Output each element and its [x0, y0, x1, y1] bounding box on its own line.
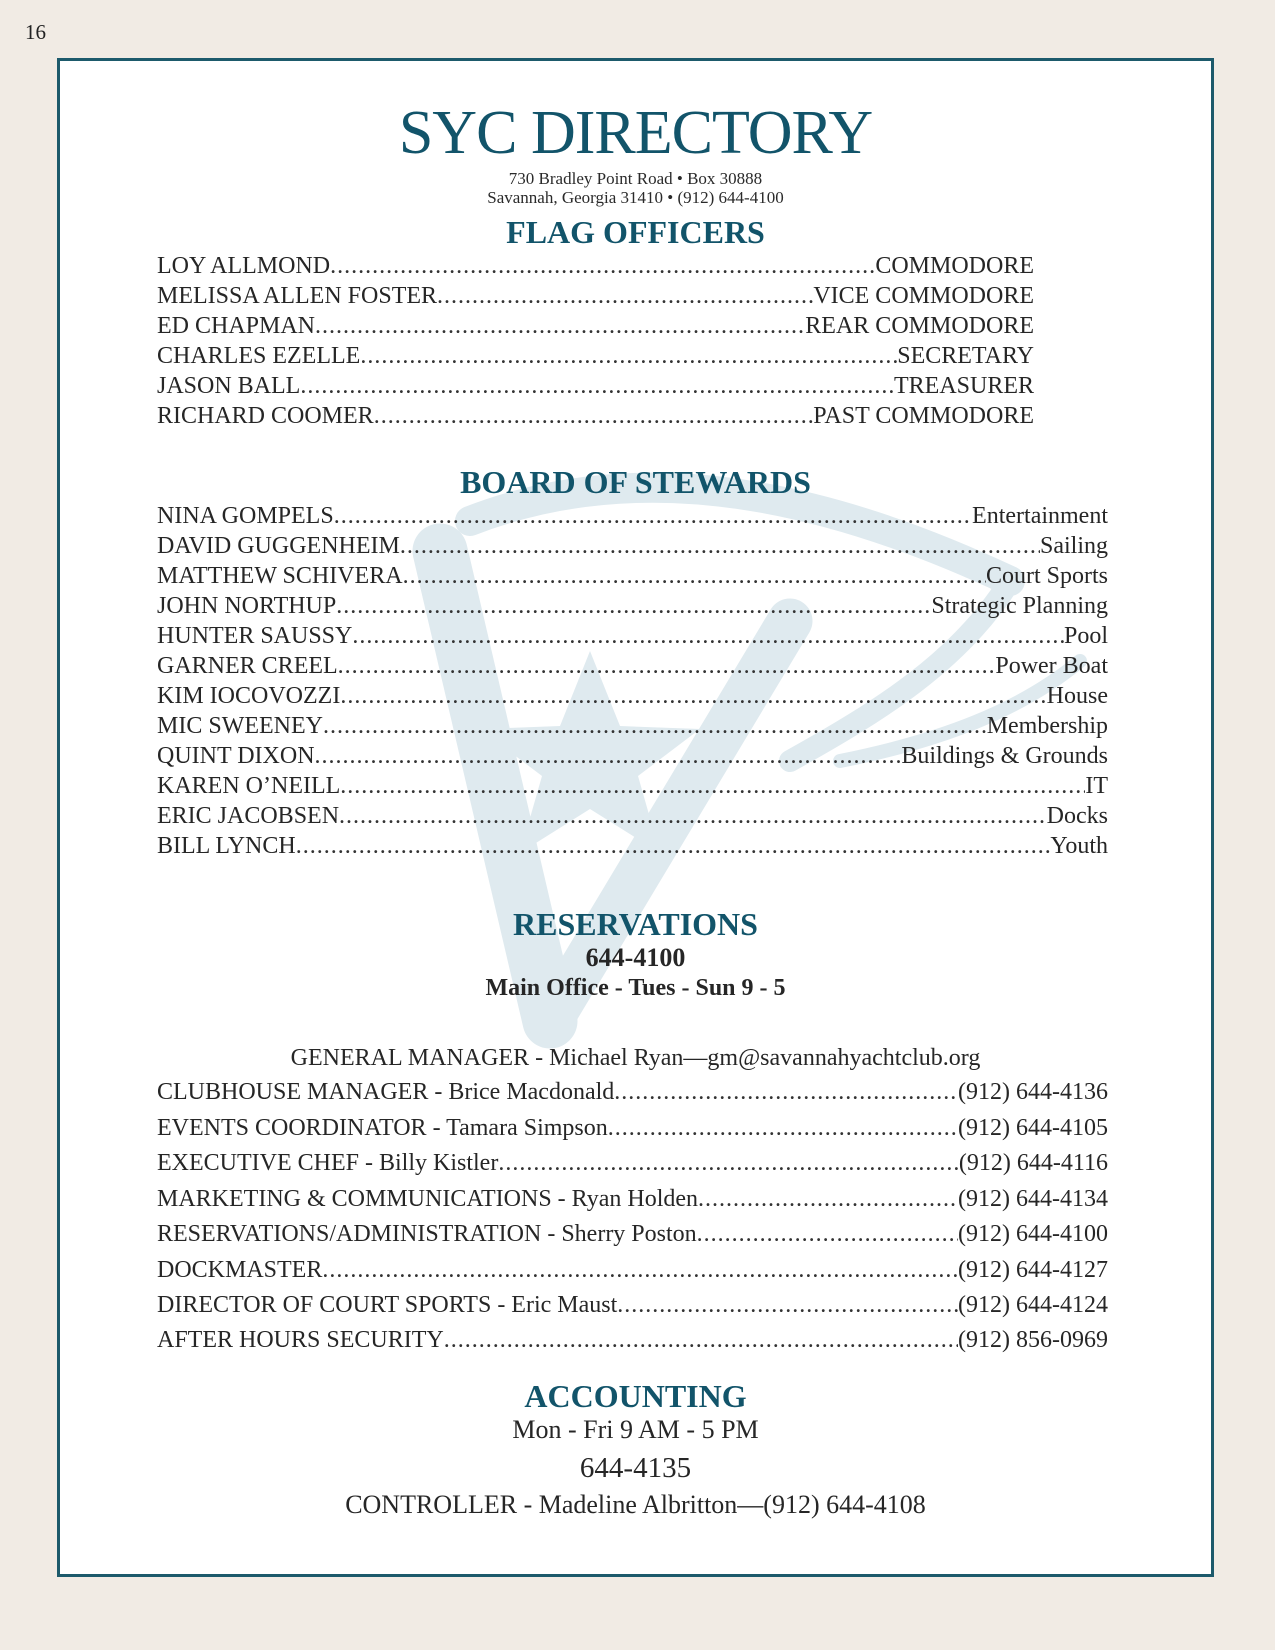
staff-phone: (912) 644-4116: [958, 1150, 1108, 1176]
list-item: [157, 1111, 1108, 1147]
officer-role: COMMODORE: [875, 253, 1034, 279]
list-item: [157, 771, 1108, 801]
officer-role: SECRETARY: [897, 343, 1034, 369]
officer-name: LOY ALLMOND: [157, 253, 331, 279]
steward-name: JOHN NORTHUP: [157, 593, 337, 619]
list-item: [157, 281, 1034, 311]
steward-role: Strategic Planning: [931, 593, 1108, 619]
steward-name: KAREN O’NEILL: [157, 773, 341, 799]
staff-name: RESERVATIONS/ADMINISTRATION - Sherry Poston: [157, 1221, 697, 1247]
directory-frame: [57, 58, 1214, 1577]
list-item: [157, 621, 1108, 651]
accounting-hours: Mon - Fri 9 AM - 5 PM: [512, 1415, 759, 1444]
list-item: [157, 741, 1108, 771]
steward-role: Pool: [1063, 623, 1108, 649]
list-item: [157, 1217, 1108, 1253]
list-item: [157, 591, 1108, 621]
steward-name: ERIC JACOBSEN: [157, 803, 340, 829]
list-item: [157, 1253, 1108, 1289]
board-of-stewards-list: [157, 501, 1108, 861]
steward-name: GARNER CREEL: [157, 653, 338, 679]
list-item: [157, 1182, 1108, 1218]
controller-line: CONTROLLER - Madeline Albritton—(912) 644-4108: [345, 1490, 926, 1519]
reservations-hours: Main Office - Tues - Sun 9 - 5: [485, 975, 786, 1001]
steward-role: Docks: [1046, 803, 1108, 829]
list-item: [157, 561, 1108, 591]
steward-role: Court Sports: [985, 563, 1108, 589]
officer-role: REAR COMMODORE: [805, 313, 1034, 339]
flag-officers-list: [157, 251, 1034, 431]
steward-name: KIM IOCOVOZZI: [157, 683, 341, 709]
list-item: [157, 501, 1108, 531]
list-item: [157, 711, 1108, 741]
officer-name: MELISSA ALLEN FOSTER: [157, 283, 438, 309]
after-hours-list: [157, 1325, 1108, 1355]
staff-list: [157, 1075, 1108, 1324]
accounting-phone: 644-4135: [579, 1452, 692, 1484]
staff-phone: (912) 644-4134: [958, 1185, 1108, 1212]
list-item: [157, 801, 1108, 831]
officer-role: VICE COMMODORE: [813, 283, 1034, 309]
steward-name: MATTHEW SCHIVERA: [157, 563, 403, 589]
staff-phone: (912) 644-4124: [958, 1292, 1108, 1318]
steward-name: BILL LYNCH: [157, 833, 296, 859]
list-item: [157, 401, 1034, 431]
staff-phone: (912) 644-4127: [958, 1256, 1108, 1283]
steward-role: Youth: [1050, 833, 1108, 859]
list-item: [157, 371, 1034, 401]
list-item: [157, 1325, 1108, 1355]
officer-role: TREASURER: [893, 373, 1034, 399]
page-title: SYC DIRECTORY: [398, 99, 873, 167]
address-line-1: 730 Bradley Point Road • Box 30888: [508, 169, 763, 188]
list-item: [157, 251, 1034, 281]
staff-name: CLUBHOUSE MANAGER - Brice Macdonald: [157, 1079, 615, 1105]
list-item: [157, 531, 1108, 561]
steward-role: Entertainment: [972, 503, 1108, 529]
officer-name: CHARLES EZELLE: [157, 343, 361, 369]
club-address: [60, 169, 1211, 207]
list-item: [157, 341, 1034, 371]
staff-phone: (912) 644-4136: [958, 1079, 1108, 1105]
list-item: [157, 1075, 1108, 1111]
steward-role: Power Boat: [995, 653, 1108, 679]
officer-role: PAST COMMODORE: [813, 403, 1034, 429]
reservations-heading: RESERVATIONS: [513, 906, 758, 942]
steward-name: MIC SWEENEY: [157, 713, 323, 739]
after-hours-phone: (912) 856-0969: [958, 1327, 1108, 1353]
page-number: 16: [25, 20, 46, 44]
officer-name: RICHARD COOMER: [157, 403, 374, 429]
steward-role: House: [1046, 683, 1108, 709]
staff-phone: (912) 644-4100: [958, 1221, 1108, 1247]
staff-name: EXECUTIVE CHEF - Billy Kistler: [157, 1150, 499, 1176]
list-item: [157, 831, 1108, 861]
staff-name: DOCKMASTER: [157, 1256, 323, 1283]
staff-name: DIRECTOR OF COURT SPORTS - Eric Maust: [157, 1292, 618, 1318]
steward-role: Sailing: [1039, 533, 1108, 559]
staff-name: EVENTS COORDINATOR - Tamara Simpson: [157, 1114, 608, 1141]
board-of-stewards-heading: BOARD OF STEWARDS: [460, 464, 811, 500]
accounting-heading: ACCOUNTING: [524, 1378, 747, 1414]
steward-name: NINA GOMPELS: [157, 503, 334, 529]
steward-name: HUNTER SAUSSY: [157, 623, 353, 649]
after-hours-name: AFTER HOURS SECURITY: [157, 1327, 444, 1353]
reservations-phone: 644-4100: [585, 943, 686, 972]
staff-phone: (912) 644-4105: [958, 1114, 1108, 1141]
steward-role: IT: [1085, 773, 1108, 799]
list-item: [157, 681, 1108, 711]
address-line-2: Savannah, Georgia 31410 • (912) 644-4100: [487, 188, 784, 207]
list-item: [157, 1146, 1108, 1182]
staff-name: MARKETING & COMMUNICATIONS - Ryan Holden: [157, 1185, 699, 1212]
list-item: [157, 651, 1108, 681]
list-item: [157, 1288, 1108, 1324]
officer-name: ED CHAPMAN: [157, 313, 316, 339]
officer-name: JASON BALL: [157, 373, 301, 399]
steward-role: Buildings & Grounds: [901, 743, 1108, 769]
flag-officers-heading: FLAG OFFICERS: [506, 214, 765, 250]
steward-role: Membership: [986, 713, 1108, 739]
steward-name: DAVID GUGGENHEIM: [157, 533, 400, 559]
steward-name: QUINT DIXON: [157, 743, 315, 769]
list-item: [157, 311, 1034, 341]
general-manager: GENERAL MANAGER - Michael Ryan—gm@savannahyachtclub.org: [290, 1045, 981, 1071]
